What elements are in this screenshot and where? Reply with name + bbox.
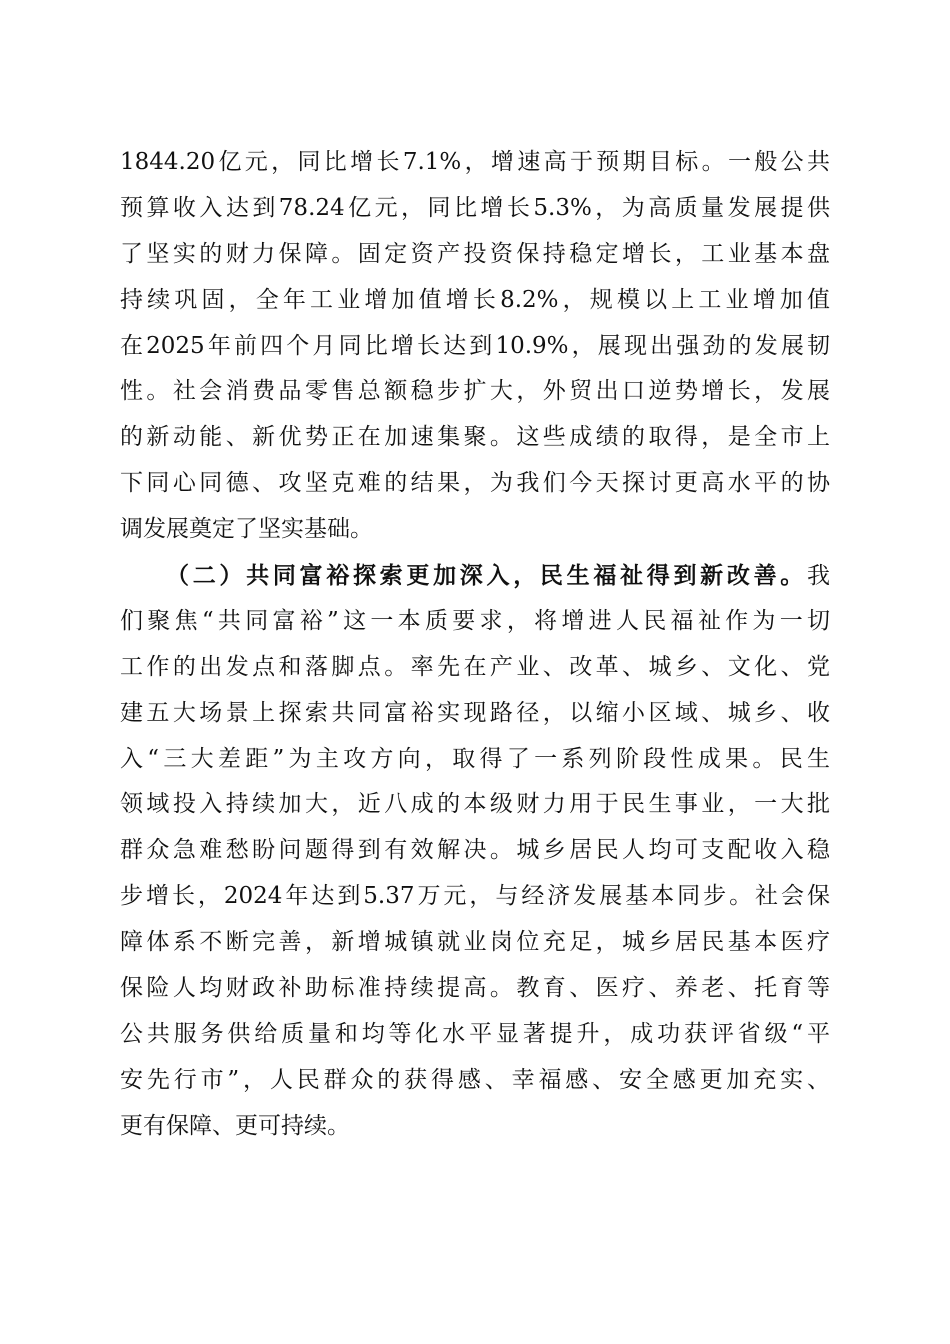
text-line: 调发展奠定了坚实基础。	[120, 516, 373, 543]
text-line	[120, 553, 830, 599]
text-line: 1844.20亿元，同比增长7.1%，增速高于预期目标。一般公共	[120, 149, 830, 175]
text-line: 了坚实的财力保障。固定资产投资保持稳定增长，工业基本盘	[120, 240, 830, 267]
text-line: 建五大场景上探索共同富裕实现路径，以缩小区域、城乡、收	[120, 699, 830, 726]
text-line: 群众急难愁盼问题得到有效解决。城乡居民人均可支配收入稳	[120, 837, 830, 864]
text-line: 更有保障、更可持续。	[120, 1112, 350, 1139]
text-line: 们聚焦“共同富裕”这一本质要求，将增进人民福祉作为一切	[120, 607, 830, 634]
heading-line-rest: 我	[807, 563, 830, 590]
body-text	[120, 140, 830, 1150]
text-line: 性。社会消费品零售总额稳步扩大，外贸出口逆势增长，发展	[120, 378, 830, 405]
text-line: 步增长，2024年达到5.37万元，与经济发展基本同步。社会保	[120, 883, 830, 910]
text-line: 领域投入持续加大，近八成的本级财力用于民生事业，一大批	[120, 791, 830, 818]
text-line: 持续巩固，全年工业增加值增长8.2%，规模以上工业增加值	[120, 286, 830, 313]
text-line: 公共服务供给质量和均等化水平显著提升，成功获评省级“平	[120, 1020, 830, 1047]
text-line: 安先行市”，人民群众的获得感、幸福感、安全感更加充实、	[120, 1066, 830, 1093]
text-line: 下同心同德、攻坚克难的结果，为我们今天探讨更高水平的协	[120, 470, 830, 497]
paragraph-common-prosperity	[120, 553, 830, 1150]
text-line: 工作的出发点和落脚点。率先在产业、改革、城乡、文化、党	[120, 653, 830, 680]
section-heading: （二）共同富裕探索更加深入，民生福祉得到新改善。	[166, 562, 807, 590]
text-line: 障体系不断完善，新增城镇就业岗位充足，城乡居民基本医疗	[120, 929, 830, 956]
text-line: 在2025年前四个月同比增长达到10.9%，展现出强劲的发展韧	[120, 332, 830, 359]
text-line: 入“三大差距”为主攻方向，取得了一系列阶段性成果。民生	[120, 745, 830, 772]
text-line: 的新动能、新优势正在加速集聚。这些成绩的取得，是全市上	[120, 424, 830, 451]
paragraph-economy	[120, 140, 830, 553]
text-line: 保险人均财政补助标准持续提高。教育、医疗、养老、托育等	[120, 975, 830, 1002]
text-line: 预算收入达到78.24亿元，同比增长5.3%，为高质量发展提供	[120, 194, 830, 221]
